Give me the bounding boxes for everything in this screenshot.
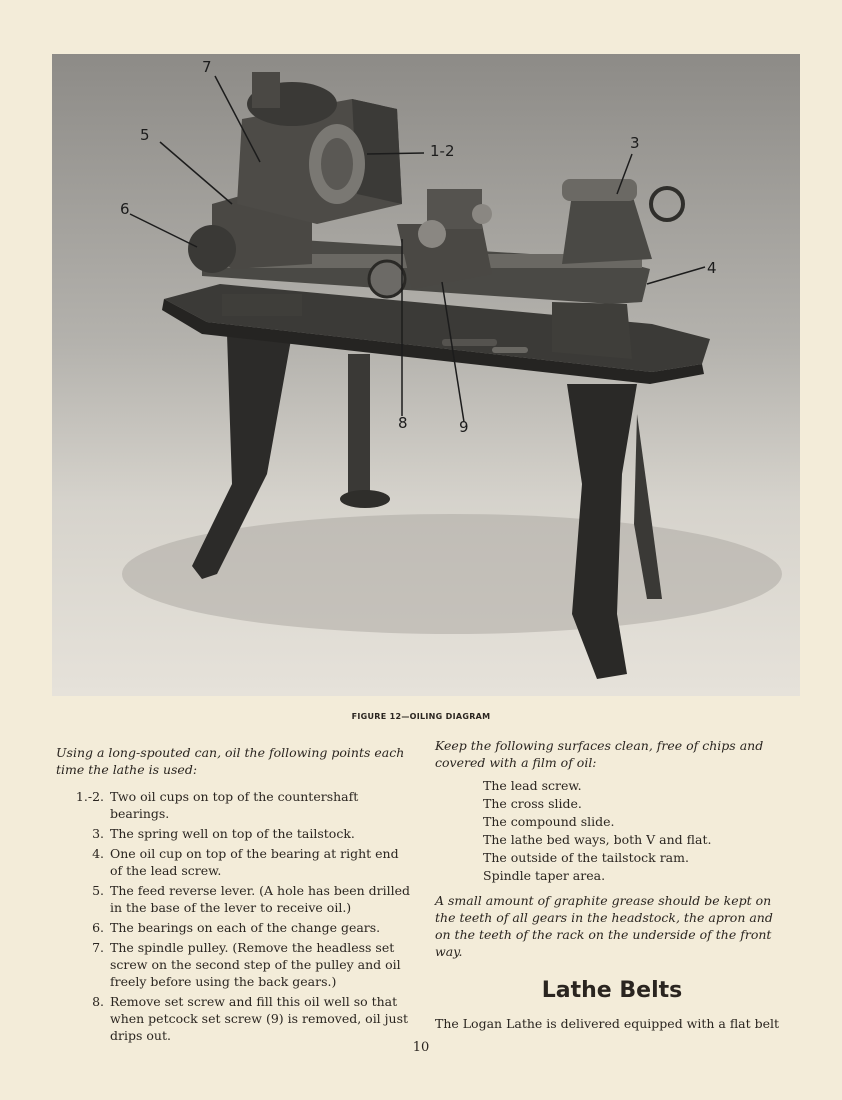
list-item: [56, 788, 412, 822]
item-text: Two oil cups on top of the countershaft bearings.: [110, 789, 359, 821]
callout-4: 4: [707, 259, 717, 277]
callout-9: 9: [459, 418, 469, 436]
item-number: 7.: [92, 940, 104, 955]
callout-6: 6: [120, 200, 130, 218]
right-column: [435, 737, 789, 1032]
callout-1-2: 1-2: [430, 142, 455, 160]
item-text: Remove set screw and fill this oil well so that when petcock set screw (9) is removed, oil just drips out.: [110, 994, 409, 1043]
graphite-note: A small amount of graphite grease should be kept on the teeth of all gears in the headstock, the apron and on the teeth of the rack on the underside of the front way.: [435, 893, 773, 959]
list-item: The lathe bed ways, both V and flat.: [483, 832, 712, 847]
list-item: [56, 993, 412, 1044]
item-text: One oil cup on top of the bearing at right end of the lead screw.: [110, 846, 399, 878]
clean-intro: Keep the following surfaces clean, free of chips and covered with a film of oil:: [435, 738, 764, 770]
item-number: 6.: [92, 920, 104, 935]
list-item: Spindle taper area.: [483, 868, 606, 883]
item-text: The spring well on top of the tailstock.: [110, 826, 355, 841]
callout-3: 3: [630, 134, 640, 152]
item-number: 5.: [92, 883, 104, 898]
item-text: The spindle pulley. (Remove the headless set screw on the second step of the pulley and oil freely before using the back gears.): [110, 940, 401, 989]
clean-surfaces-list: [435, 777, 789, 884]
left-column: [56, 744, 412, 1047]
list-item: [56, 939, 412, 990]
list-item: The outside of the tailstock ram.: [483, 850, 689, 865]
oiling-intro: Using a long-spouted can, oil the following points each time the lathe is used:: [56, 745, 405, 777]
oiling-points-list: [56, 788, 412, 1044]
item-text: The bearings on each of the change gears.: [110, 920, 381, 935]
figure-caption: FIGURE 12—OILING DIAGRAM: [351, 712, 491, 721]
section-title: Lathe Belts: [541, 978, 683, 1003]
page-number: 10: [412, 1040, 430, 1055]
item-number: 4.: [92, 846, 104, 861]
oiling-diagram-photo: [52, 54, 800, 696]
callout-7: 7: [202, 58, 212, 76]
list-item: The lead screw.: [483, 778, 582, 793]
callout-5: 5: [140, 126, 150, 144]
list-item: The cross slide.: [483, 796, 582, 811]
list-item: [56, 919, 412, 936]
item-number: 3.: [92, 826, 104, 841]
list-item: The compound slide.: [483, 814, 615, 829]
lathe-photo-icon: [52, 54, 800, 696]
item-number: 1.-2.: [75, 789, 104, 804]
item-text: The feed reverse lever. (A hole has been drilled in the base of the lever to receive oil.): [110, 883, 411, 915]
list-item: [56, 845, 412, 879]
list-item: [56, 825, 412, 842]
section-text: The Logan Lathe is delivered equipped with a flat belt: [435, 1016, 780, 1031]
callout-8: 8: [398, 414, 408, 432]
list-item: [56, 882, 412, 916]
item-number: 8.: [92, 994, 104, 1009]
